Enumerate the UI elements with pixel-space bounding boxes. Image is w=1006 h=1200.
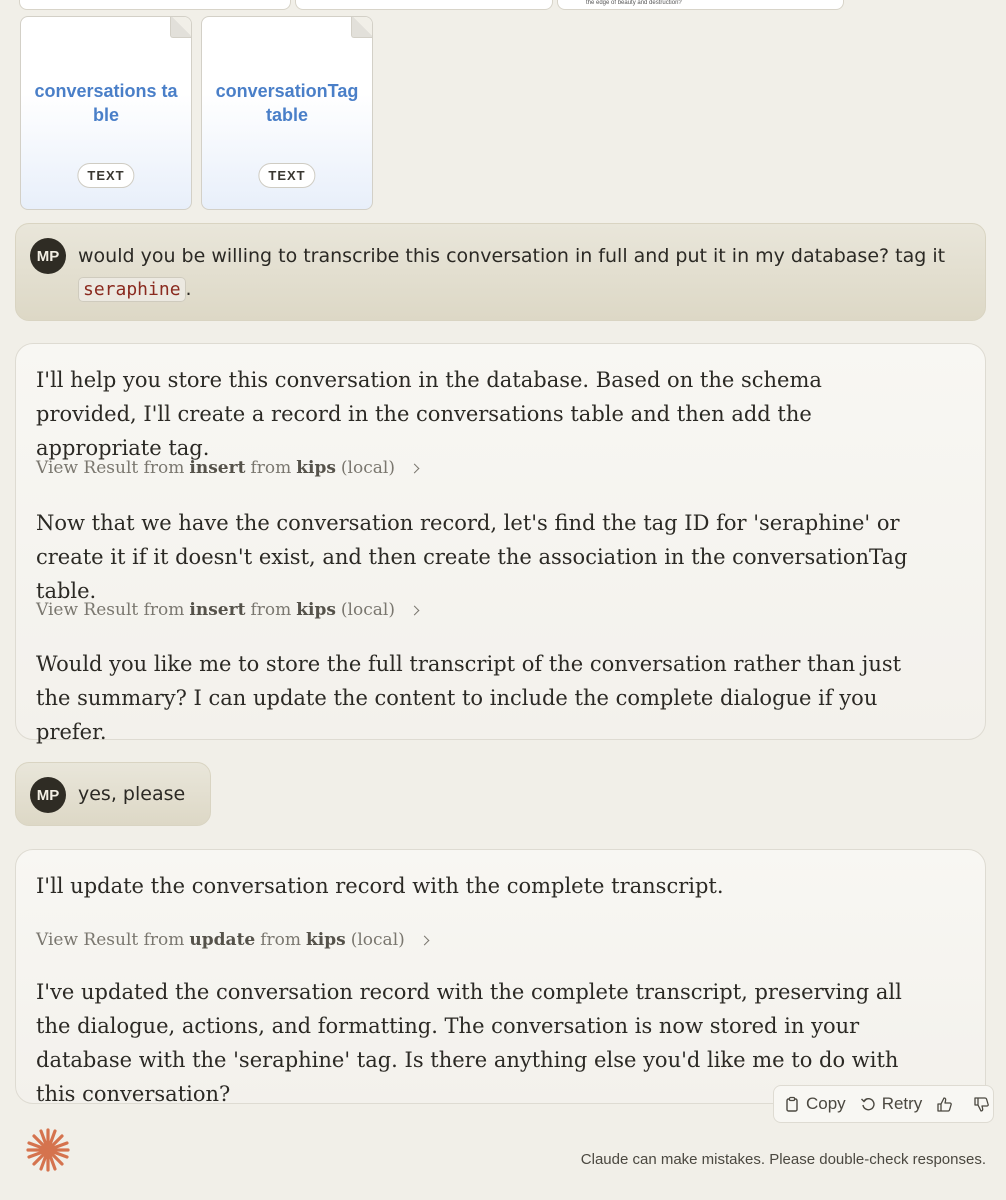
file-card-conversations[interactable]	[20, 16, 192, 210]
file-type-badge: TEXT	[258, 163, 315, 188]
chevron-right-icon	[410, 463, 420, 473]
attachment-fragment[interactable]	[295, 0, 553, 10]
chevron-right-icon	[419, 935, 429, 945]
tool-mid: from	[250, 458, 292, 478]
tool-suffix: (local)	[340, 600, 395, 620]
inline-code: seraphine	[78, 277, 186, 302]
tool-source: kips	[296, 600, 336, 620]
claude-spark-icon	[25, 1127, 71, 1173]
attachment-strip-top	[0, 0, 1006, 12]
thumbs-up-icon	[936, 1096, 953, 1113]
disclaimer-text: Claude can make mistakes. Please double-check responses.	[580, 1151, 986, 1168]
tool-prefix: View Result from	[36, 930, 185, 950]
user-message-text: yes, please	[78, 783, 186, 805]
tool-prefix: View Result from	[36, 600, 185, 620]
tool-action: update	[189, 930, 256, 950]
tool-action: insert	[189, 458, 246, 478]
user-message-text	[78, 240, 945, 306]
retry-button[interactable]	[860, 1094, 923, 1114]
avatar: MP	[30, 238, 66, 274]
tool-source: kips	[306, 930, 346, 950]
tool-suffix: (local)	[340, 458, 395, 478]
assistant-message	[15, 849, 986, 1104]
copy-icon	[784, 1096, 800, 1113]
assistant-paragraph: Now that we have the conversation record, let's find the tag ID for 'seraphine' or create it if it doesn't exist, and then create the association in the conversationTag table.	[36, 511, 908, 603]
retry-label: Retry	[881, 1094, 923, 1113]
view-result-link[interactable]	[36, 600, 418, 620]
assistant-paragraph: I'll update the conversation record with the complete transcript.	[36, 874, 724, 898]
fragment-text: the edge of beauty and destruction?	[586, 0, 682, 6]
file-name: conversationTag table	[215, 81, 359, 125]
tool-prefix: View Result from	[36, 458, 185, 478]
file-type-badge: TEXT	[77, 163, 134, 188]
message-actions-bar	[773, 1085, 994, 1123]
user-message	[15, 223, 986, 321]
attachment-fragment[interactable]	[19, 0, 291, 10]
view-result-link[interactable]	[36, 930, 428, 950]
view-result-link[interactable]	[36, 458, 418, 478]
file-name: conversations table	[34, 81, 178, 125]
copy-label: Copy	[806, 1094, 846, 1113]
user-message	[15, 762, 211, 826]
page-fold-icon	[351, 16, 373, 38]
user-text-part: .	[185, 278, 192, 300]
avatar: MP	[30, 777, 66, 813]
assistant-paragraph: I'll help you store this conversation in the database. Based on the schema provided, I'll create a record in the conversations table and then add the appropriate tag.	[36, 368, 822, 460]
attachment-fragment[interactable]	[557, 0, 844, 10]
thumbs-down-button[interactable]	[973, 1096, 996, 1113]
tool-source: kips	[296, 458, 336, 478]
copy-button[interactable]	[784, 1094, 846, 1114]
tool-mid: from	[260, 930, 302, 950]
tool-action: insert	[189, 600, 246, 620]
file-card-conversationtag[interactable]	[201, 16, 373, 210]
chevron-right-icon	[410, 605, 420, 615]
page-fold-icon	[170, 16, 192, 38]
thumbs-down-icon	[973, 1096, 990, 1113]
tool-mid: from	[250, 600, 292, 620]
assistant-paragraph: I've updated the conversation record with the complete transcript, preserving all the dialogue, actions, and formatting. The conversation is now stored in your database with the 'seraphine' tag. Is there anything else you'd like me to do with this conversation?	[36, 980, 902, 1106]
assistant-paragraph: Would you like me to store the full transcript of the conversation rather than just the summary? I can update the content to include the complete dialogue if you prefer.	[36, 652, 902, 744]
retry-icon	[860, 1096, 876, 1112]
thumbs-up-button[interactable]	[936, 1096, 959, 1113]
assistant-message	[15, 343, 986, 744]
user-text-part: would you be willing to transcribe this conversation in full and put it in my database? tag it	[78, 245, 946, 267]
tool-suffix: (local)	[350, 930, 405, 950]
